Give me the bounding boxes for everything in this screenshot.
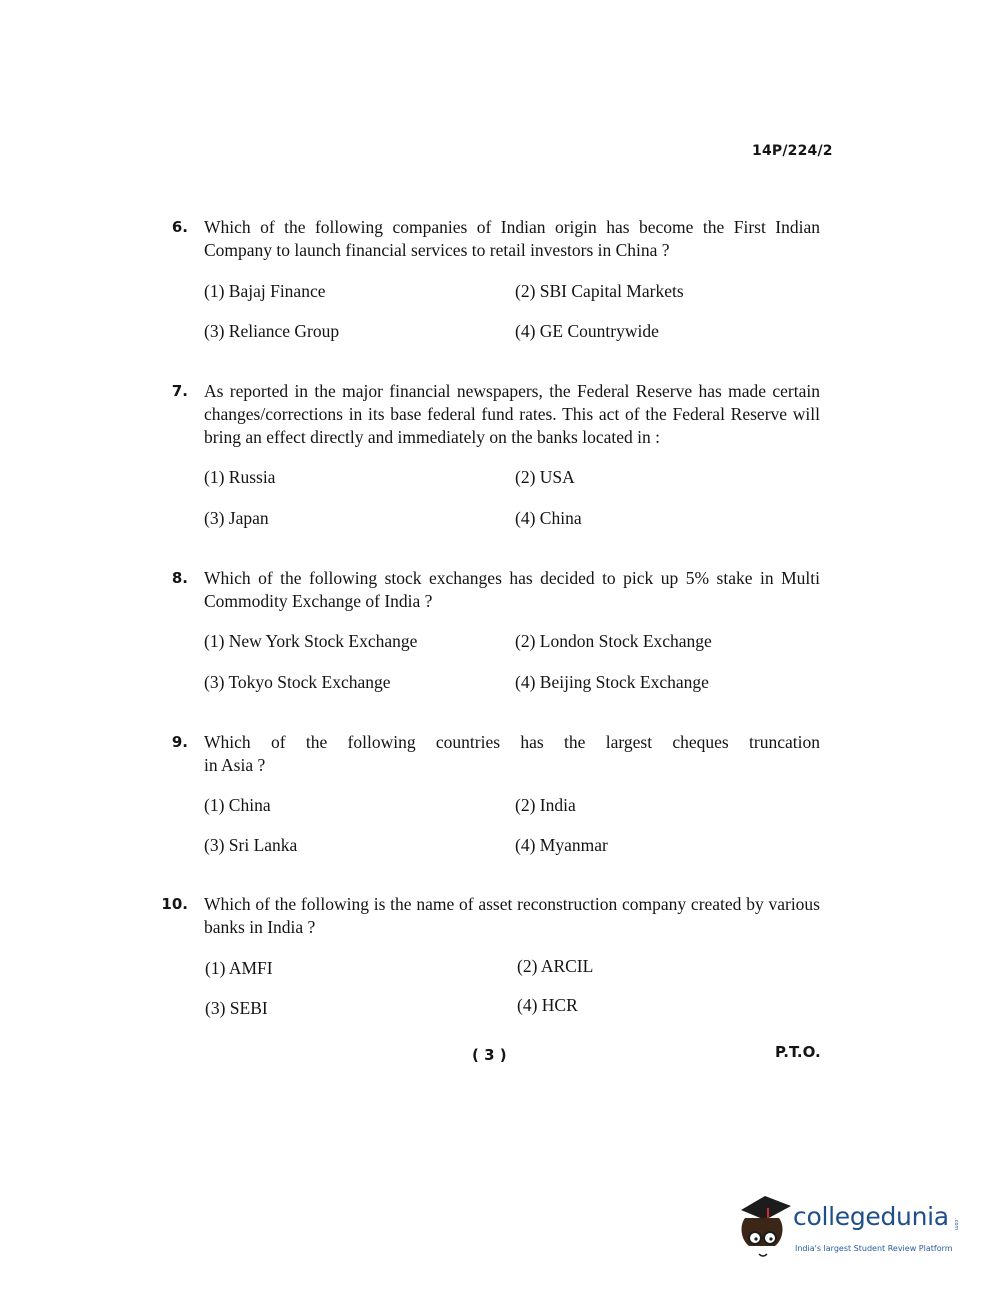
- paper-code: 14P/224/2: [752, 143, 833, 159]
- option-4: (4) Myanmar: [515, 835, 608, 855]
- question-7: [150, 380, 820, 449]
- option-1: (1) AMFI: [205, 958, 273, 978]
- option-4: (4) Beijing Stock Exchange: [515, 672, 709, 692]
- option-3: (3) Tokyo Stock Exchange: [204, 672, 391, 692]
- question-text: Which of the following companies of Indian origin has become the First Indian Company to launch financial services to retail investors in China ?: [204, 217, 820, 260]
- brand-tagline: India's largest Student Review Platform: [795, 1244, 953, 1253]
- question-8: [150, 567, 820, 613]
- option-1: (1) New York Stock Exchange: [204, 631, 418, 651]
- option-3: (3) Japan: [204, 508, 269, 528]
- option-4: (4) HCR: [517, 995, 578, 1015]
- question-text: As reported in the major financial newspapers, the Federal Reserve has made certain changes/corrections in its base federal fund rates. This act of the Federal Reserve will bring an effect directly and immediately on the banks located in :: [204, 381, 820, 447]
- option-2: (2) SBI Capital Markets: [515, 281, 684, 301]
- option-4: (4) GE Countrywide: [515, 321, 659, 341]
- page-number: ( 3 ): [472, 1046, 507, 1064]
- option-4: (4) China: [515, 508, 582, 528]
- question-9: [150, 731, 820, 777]
- question-number: 9.: [171, 733, 188, 751]
- option-2: (2) India: [515, 795, 576, 815]
- brand-suffix: .com: [953, 1218, 959, 1231]
- watermark-logo: [735, 1196, 965, 1266]
- question-number: 10.: [161, 895, 188, 913]
- mascot-icon: [735, 1196, 795, 1264]
- brand-name: collegedunia: [793, 1202, 949, 1231]
- question-number: 8.: [171, 569, 188, 587]
- question-number: 7.: [171, 382, 188, 400]
- option-1: (1) China: [204, 795, 271, 815]
- question-6: [150, 216, 820, 262]
- option-1: (1) Russia: [204, 467, 276, 487]
- option-3: (3) Sri Lanka: [204, 835, 298, 855]
- question-text: Which of the following is the name of asset reconstruction company created by various banks in India ?: [204, 894, 820, 937]
- option-2: (2) London Stock Exchange: [515, 631, 712, 651]
- option-1: (1) Bajaj Finance: [204, 281, 326, 301]
- option-3: (3) Reliance Group: [204, 321, 340, 341]
- question-number: 6.: [171, 218, 188, 236]
- question-text: Which of the following stock exchanges has decided to pick up 5% stake in Multi Commodity Exchange of India ?: [204, 568, 820, 611]
- question-text-line2: in Asia ?: [204, 755, 266, 775]
- question-10: [150, 893, 820, 939]
- option-2: (2) USA: [515, 467, 575, 487]
- question-text-line1: Which of the following countries has the largest cheques truncation: [204, 732, 820, 752]
- option-3: (3) SEBI: [205, 998, 268, 1018]
- pto-label: P.T.O.: [775, 1043, 821, 1061]
- option-2: (2) ARCIL: [517, 956, 594, 976]
